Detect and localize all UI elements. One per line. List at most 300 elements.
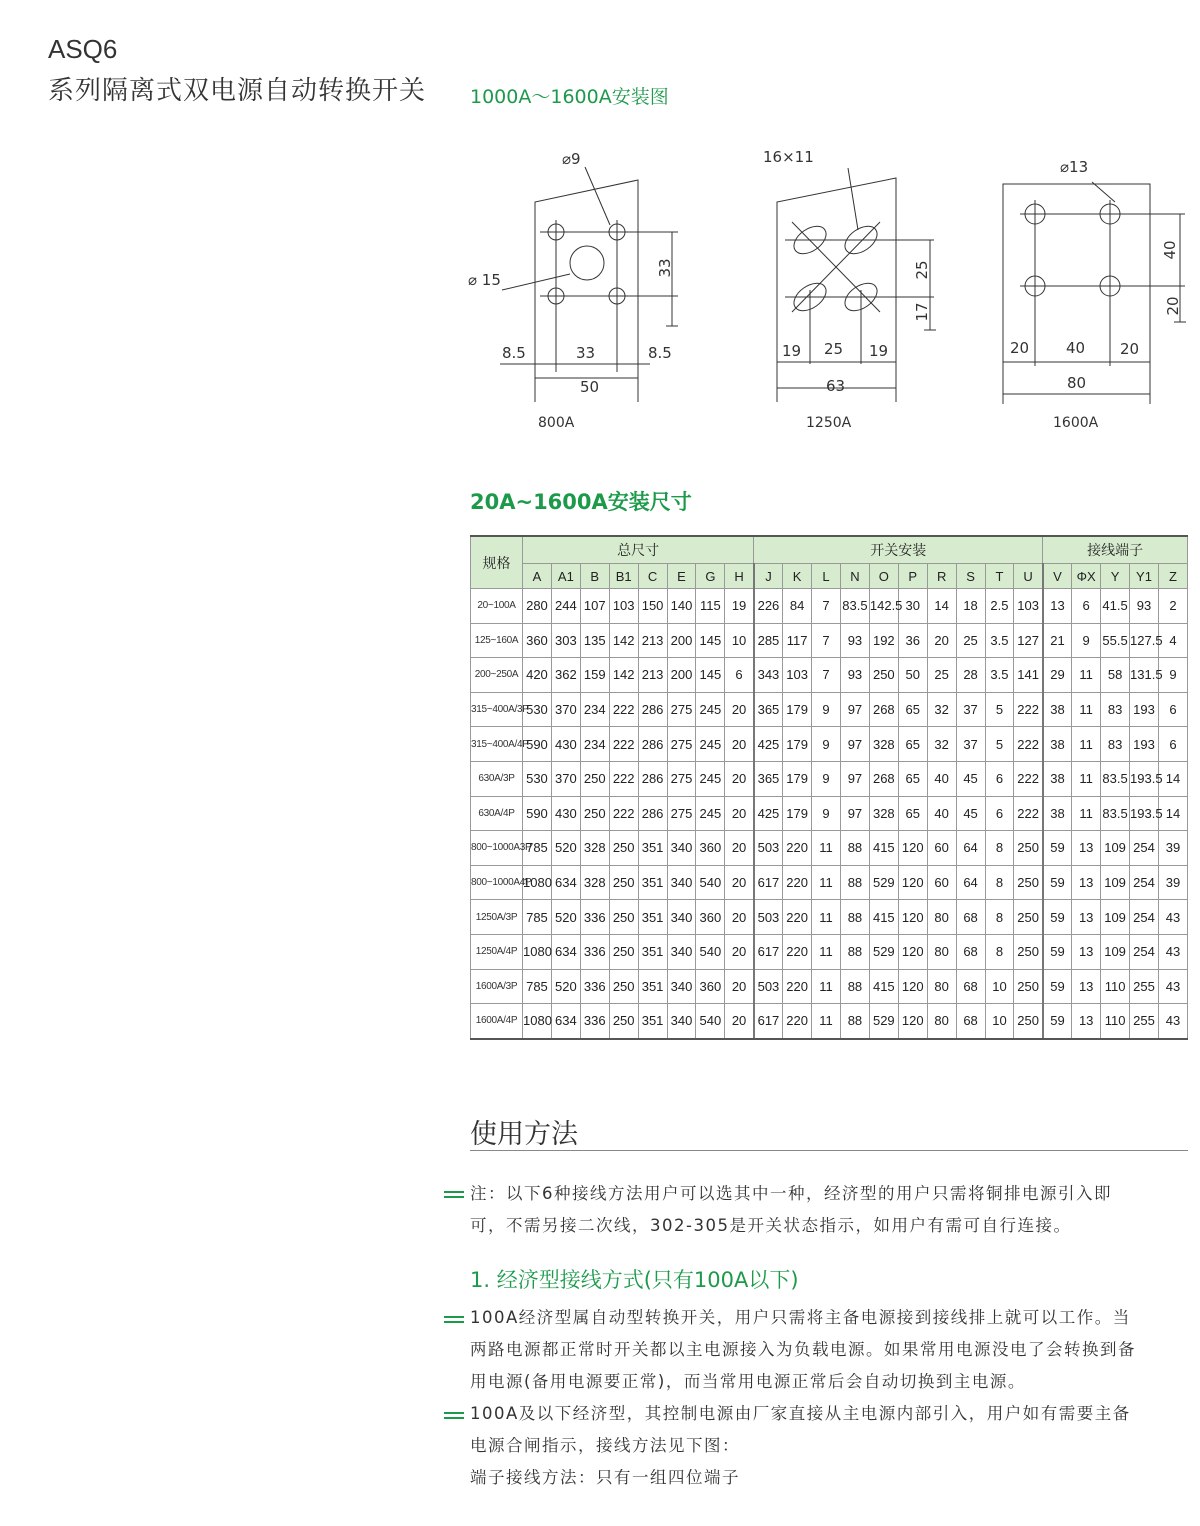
value-cell: 328 [869, 727, 898, 762]
value-cell: 340 [667, 900, 696, 935]
value-cell: 93 [1130, 589, 1159, 624]
spec-cell: 1250A/3P [471, 900, 523, 935]
value-cell: 20 [725, 831, 754, 866]
value-cell: 8 [985, 900, 1014, 935]
d1250-dim-right: 19 [869, 342, 889, 360]
value-cell: 303 [551, 623, 580, 658]
value-cell: 13 [1072, 900, 1101, 935]
column-header: J [754, 564, 783, 589]
usage-title: 使用方法 [470, 1119, 578, 1150]
column-header: G [696, 564, 725, 589]
page-title-model: ASQ6 [48, 34, 118, 64]
section-divider [470, 1150, 1188, 1151]
value-cell: 9 [812, 727, 841, 762]
d1600-dim-v2: 20 [1164, 296, 1182, 316]
value-cell: 430 [551, 796, 580, 831]
value-cell: 65 [898, 796, 927, 831]
column-header: E [667, 564, 696, 589]
value-cell: 60 [927, 831, 956, 866]
table-row [471, 1004, 1188, 1039]
value-cell: 340 [667, 1004, 696, 1039]
column-header: A [523, 564, 552, 589]
value-cell: 109 [1101, 831, 1130, 866]
spec-cell: 1600A/4P [471, 1004, 523, 1039]
value-cell: 59 [1043, 1004, 1072, 1039]
d800-dim-left: 8.5 [502, 344, 526, 362]
value-cell: 250 [1014, 934, 1043, 969]
value-cell: 59 [1043, 900, 1072, 935]
value-cell: 220 [783, 865, 812, 900]
value-cell: 420 [523, 658, 552, 693]
value-cell: 20 [725, 1004, 754, 1039]
value-cell: 131.5 [1130, 658, 1159, 693]
value-cell: 30 [898, 589, 927, 624]
value-cell: 617 [754, 934, 783, 969]
value-cell: 250 [1014, 1004, 1043, 1039]
column-header: V [1043, 564, 1072, 589]
table-row [471, 623, 1188, 658]
spec-cell: 200~250A [471, 658, 523, 693]
value-cell: 250 [1014, 969, 1043, 1004]
value-cell: 120 [898, 934, 927, 969]
column-header: T [985, 564, 1014, 589]
column-header: B [580, 564, 609, 589]
paragraph-line: 100A及以下经济型，其控制电源由厂家直接从主电源内部引入，用户如有需要主备 [470, 1404, 1131, 1423]
value-cell: 250 [1014, 900, 1043, 935]
table-row [471, 900, 1188, 935]
value-cell: 25 [956, 623, 985, 658]
d800-vertical-dim: 33 [656, 258, 674, 278]
value-cell: 110 [1101, 1004, 1130, 1039]
d800-hole-small: ⌀9 [562, 150, 581, 168]
value-cell: 634 [551, 1004, 580, 1039]
wiring-method-heading: 1. 经济型接线方式(只有100A以下) [470, 1268, 799, 1292]
value-cell: 55.5 [1101, 623, 1130, 658]
bullet-mark [444, 1191, 464, 1197]
value-cell: 107 [580, 589, 609, 624]
value-cell: 20 [725, 969, 754, 1004]
value-cell: 28 [956, 658, 985, 693]
column-header: N [840, 564, 869, 589]
value-cell: 336 [580, 1004, 609, 1039]
value-cell: 32 [927, 692, 956, 727]
paragraph-1 [470, 1302, 1190, 1398]
value-cell: 222 [1014, 727, 1043, 762]
value-cell: 40 [927, 796, 956, 831]
value-cell: 503 [754, 969, 783, 1004]
table-row [471, 865, 1188, 900]
value-cell: 9 [812, 796, 841, 831]
value-cell: 529 [869, 1004, 898, 1039]
column-header: R [927, 564, 956, 589]
diagram-1250a [777, 168, 936, 402]
column-header: P [898, 564, 927, 589]
value-cell: 13 [1072, 831, 1101, 866]
value-cell: 336 [580, 969, 609, 1004]
paragraph-line: 电源合闸指示，接线方法见下图： [470, 1436, 740, 1455]
value-cell: 529 [869, 865, 898, 900]
value-cell: 254 [1130, 831, 1159, 866]
value-cell: 20 [725, 865, 754, 900]
dimensions-table-heading: 20A~1600A安装尺寸 [470, 490, 692, 514]
value-cell: 141 [1014, 658, 1043, 693]
bullet-mark [444, 1316, 464, 1322]
value-cell: 43 [1158, 900, 1187, 935]
note-line: 可，不需另接二次线，302-305是开关状态指示，如用户有需可自行连接。 [470, 1216, 1072, 1235]
spec-cell: 315~400A/4P [471, 727, 523, 762]
value-cell: 255 [1130, 1004, 1159, 1039]
bullet-mark [444, 1412, 464, 1418]
value-cell: 425 [754, 727, 783, 762]
value-cell: 20 [927, 623, 956, 658]
value-cell: 103 [609, 589, 638, 624]
value-cell: 9 [812, 761, 841, 796]
value-cell: 120 [898, 900, 927, 935]
value-cell: 234 [580, 727, 609, 762]
table-row [471, 692, 1188, 727]
spec-cell: 800~1000A4P [471, 865, 523, 900]
value-cell: 7 [812, 623, 841, 658]
value-cell: 250 [609, 865, 638, 900]
value-cell: 351 [638, 969, 667, 1004]
group-header-terminal: 接线端子 [1043, 536, 1188, 564]
table-row [471, 969, 1188, 1004]
spec-cell: 315~400A/3P [471, 692, 523, 727]
value-cell: 4 [1158, 623, 1187, 658]
value-cell: 351 [638, 1004, 667, 1039]
value-cell: 10 [725, 623, 754, 658]
value-cell: 13 [1072, 934, 1101, 969]
column-header: Y1 [1130, 564, 1159, 589]
value-cell: 9 [1158, 658, 1187, 693]
paragraph-line: 端子接线方法：只有一组四位端子 [470, 1468, 740, 1487]
value-cell: 39 [1158, 865, 1187, 900]
value-cell: 64 [956, 831, 985, 866]
value-cell: 220 [783, 1004, 812, 1039]
value-cell: 250 [1014, 831, 1043, 866]
group-header-overall: 总尺寸 [523, 536, 754, 564]
value-cell: 37 [956, 692, 985, 727]
diagram-1600a [1003, 182, 1186, 404]
value-cell: 120 [898, 831, 927, 866]
value-cell: 110 [1101, 969, 1130, 1004]
value-cell: 6 [1158, 727, 1187, 762]
value-cell: 120 [898, 1004, 927, 1039]
d1250-dim-left: 19 [782, 342, 802, 360]
value-cell: 11 [1072, 727, 1101, 762]
value-cell: 83.5 [1101, 796, 1130, 831]
spec-cell: 125~160A [471, 623, 523, 658]
value-cell: 8 [985, 934, 1014, 969]
value-cell: 41.5 [1101, 589, 1130, 624]
value-cell: 351 [638, 900, 667, 935]
value-cell: 83.5 [840, 589, 869, 624]
dimensions-table [470, 535, 1188, 1040]
value-cell: 213 [638, 658, 667, 693]
value-cell: 192 [869, 623, 898, 658]
value-cell: 29 [1043, 658, 1072, 693]
column-header: L [812, 564, 841, 589]
value-cell: 193.5 [1130, 761, 1159, 796]
value-cell: 1080 [523, 1004, 552, 1039]
value-cell: 20 [725, 761, 754, 796]
value-cell: 785 [523, 969, 552, 1004]
value-cell: 103 [783, 658, 812, 693]
value-cell: 245 [696, 727, 725, 762]
value-cell: 120 [898, 865, 927, 900]
value-cell: 60 [927, 865, 956, 900]
value-cell: 285 [754, 623, 783, 658]
column-header: S [956, 564, 985, 589]
d1250-label: 1250A [806, 415, 852, 431]
d1600-dim-total: 80 [1067, 374, 1087, 392]
d800-hole-large: ⌀ 15 [468, 271, 501, 289]
value-cell: 179 [783, 796, 812, 831]
value-cell: 370 [551, 761, 580, 796]
value-cell: 336 [580, 934, 609, 969]
value-cell: 59 [1043, 969, 1072, 1004]
value-cell: 430 [551, 727, 580, 762]
value-cell: 250 [609, 969, 638, 1004]
column-header: Z [1158, 564, 1187, 589]
value-cell: 286 [638, 692, 667, 727]
value-cell: 7 [812, 589, 841, 624]
value-cell: 250 [580, 761, 609, 796]
value-cell: 254 [1130, 934, 1159, 969]
value-cell: 18 [956, 589, 985, 624]
value-cell: 10 [985, 1004, 1014, 1039]
value-cell: 617 [754, 865, 783, 900]
value-cell: 11 [1072, 658, 1101, 693]
value-cell: 145 [696, 658, 725, 693]
value-cell: 2 [1158, 589, 1187, 624]
value-cell: 97 [840, 692, 869, 727]
value-cell: 286 [638, 761, 667, 796]
value-cell: 222 [609, 727, 638, 762]
paragraph-2 [470, 1398, 1190, 1494]
value-cell: 503 [754, 900, 783, 935]
spec-header: 规格 [471, 536, 523, 589]
column-header: Y [1101, 564, 1130, 589]
value-cell: 43 [1158, 1004, 1187, 1039]
value-cell: 37 [956, 727, 985, 762]
value-cell: 80 [927, 969, 956, 1004]
value-cell: 11 [812, 969, 841, 1004]
value-cell: 275 [667, 692, 696, 727]
value-cell: 97 [840, 796, 869, 831]
value-cell: 222 [1014, 692, 1043, 727]
value-cell: 58 [1101, 658, 1130, 693]
value-cell: 45 [956, 796, 985, 831]
value-cell: 36 [898, 623, 927, 658]
value-cell: 10 [985, 969, 1014, 1004]
value-cell: 9 [1072, 623, 1101, 658]
column-header: B1 [609, 564, 638, 589]
value-cell: 360 [696, 831, 725, 866]
value-cell: 222 [609, 692, 638, 727]
value-cell: 88 [840, 969, 869, 1004]
value-cell: 425 [754, 796, 783, 831]
column-header: H [725, 564, 754, 589]
value-cell: 222 [1014, 796, 1043, 831]
column-header: C [638, 564, 667, 589]
value-cell: 275 [667, 761, 696, 796]
value-cell: 244 [551, 589, 580, 624]
value-cell: 351 [638, 865, 667, 900]
value-cell: 2.5 [985, 589, 1014, 624]
value-cell: 59 [1043, 934, 1072, 969]
value-cell: 220 [783, 900, 812, 935]
value-cell: 275 [667, 727, 696, 762]
value-cell: 268 [869, 761, 898, 796]
value-cell: 220 [783, 969, 812, 1004]
value-cell: 68 [956, 900, 985, 935]
value-cell: 254 [1130, 865, 1159, 900]
value-cell: 590 [523, 727, 552, 762]
value-cell: 530 [523, 692, 552, 727]
value-cell: 328 [580, 865, 609, 900]
value-cell: 97 [840, 727, 869, 762]
value-cell: 88 [840, 900, 869, 935]
column-header: K [783, 564, 812, 589]
value-cell: 286 [638, 796, 667, 831]
value-cell: 340 [667, 831, 696, 866]
value-cell: 120 [898, 969, 927, 1004]
value-cell: 6 [1072, 589, 1101, 624]
d1600-hole: ⌀13 [1060, 158, 1089, 176]
value-cell: 84 [783, 589, 812, 624]
value-cell: 222 [609, 761, 638, 796]
value-cell: 13 [1072, 969, 1101, 1004]
d1600-dim-left: 20 [1010, 339, 1030, 357]
value-cell: 150 [638, 589, 667, 624]
value-cell: 11 [1072, 761, 1101, 796]
d1250-dim-total: 63 [826, 377, 846, 395]
value-cell: 88 [840, 934, 869, 969]
value-cell: 68 [956, 934, 985, 969]
value-cell: 328 [869, 796, 898, 831]
table-row [471, 589, 1188, 624]
value-cell: 200 [667, 658, 696, 693]
value-cell: 103 [1014, 589, 1043, 624]
value-cell: 20 [725, 692, 754, 727]
value-cell: 68 [956, 969, 985, 1004]
value-cell: 88 [840, 1004, 869, 1039]
column-header: O [869, 564, 898, 589]
spec-cell: 1600A/3P [471, 969, 523, 1004]
value-cell: 1080 [523, 934, 552, 969]
value-cell: 43 [1158, 969, 1187, 1004]
value-cell: 19 [725, 589, 754, 624]
value-cell: 343 [754, 658, 783, 693]
value-cell: 45 [956, 761, 985, 796]
value-cell: 275 [667, 796, 696, 831]
value-cell: 83.5 [1101, 761, 1130, 796]
d1600-dim-right: 20 [1120, 340, 1140, 358]
value-cell: 529 [869, 934, 898, 969]
note-line: 注：以下6种接线方法用户可以选其中一种，经济型的用户只需将铜排电源引入即 [470, 1184, 1112, 1203]
value-cell: 179 [783, 727, 812, 762]
value-cell: 39 [1158, 831, 1187, 866]
value-cell: 193.5 [1130, 796, 1159, 831]
value-cell: 40 [927, 761, 956, 796]
value-cell: 234 [580, 692, 609, 727]
installation-drawing-heading: 1000A～1600A安装图 [470, 86, 669, 108]
value-cell: 135 [580, 623, 609, 658]
value-cell: 220 [783, 934, 812, 969]
value-cell: 5 [985, 692, 1014, 727]
value-cell: 14 [1158, 761, 1187, 796]
value-cell: 32 [927, 727, 956, 762]
value-cell: 351 [638, 831, 667, 866]
value-cell: 11 [812, 865, 841, 900]
value-cell: 65 [898, 692, 927, 727]
value-cell: 6 [985, 796, 1014, 831]
value-cell: 193 [1130, 727, 1159, 762]
spec-cell: 630A/4P [471, 796, 523, 831]
value-cell: 59 [1043, 865, 1072, 900]
value-cell: 80 [927, 900, 956, 935]
value-cell: 115 [696, 589, 725, 624]
value-cell: 340 [667, 865, 696, 900]
value-cell: 250 [609, 900, 638, 935]
d800-label: 800A [538, 415, 575, 431]
page-title: 系列隔离式双电源自动转换开关 [48, 76, 427, 106]
value-cell: 415 [869, 831, 898, 866]
value-cell: 540 [696, 934, 725, 969]
value-cell: 200 [667, 623, 696, 658]
value-cell: 6 [725, 658, 754, 693]
value-cell: 117 [783, 623, 812, 658]
d1250-dim-mid: 25 [824, 340, 844, 358]
value-cell: 142.5 [869, 589, 898, 624]
value-cell: 222 [1014, 761, 1043, 796]
value-cell: 21 [1043, 623, 1072, 658]
value-cell: 530 [523, 761, 552, 796]
value-cell: 213 [638, 623, 667, 658]
value-cell: 362 [551, 658, 580, 693]
value-cell: 38 [1043, 796, 1072, 831]
value-cell: 351 [638, 934, 667, 969]
d1600-label: 1600A [1053, 415, 1099, 431]
value-cell: 5 [985, 727, 1014, 762]
d800-dim-right: 8.5 [648, 344, 672, 362]
value-cell: 340 [667, 969, 696, 1004]
table-row [471, 727, 1188, 762]
table-row [471, 796, 1188, 831]
value-cell: 360 [696, 969, 725, 1004]
value-cell: 109 [1101, 865, 1130, 900]
value-cell: 336 [580, 900, 609, 935]
value-cell: 142 [609, 658, 638, 693]
value-cell: 785 [523, 831, 552, 866]
value-cell: 159 [580, 658, 609, 693]
value-cell: 13 [1043, 589, 1072, 624]
value-cell: 540 [696, 1004, 725, 1039]
value-cell: 80 [927, 1004, 956, 1039]
paragraph-line: 用电源(备用电源要正常)，而当常用电源正常后会自动切换到主电源。 [470, 1372, 1026, 1391]
spec-cell: 630A/3P [471, 761, 523, 796]
value-cell: 97 [840, 761, 869, 796]
spec-cell: 1250A/4P [471, 934, 523, 969]
value-cell: 20 [725, 934, 754, 969]
installation-diagrams [440, 140, 1200, 440]
value-cell: 360 [696, 900, 725, 935]
value-cell: 245 [696, 796, 725, 831]
value-cell: 25 [927, 658, 956, 693]
value-cell: 43 [1158, 934, 1187, 969]
value-cell: 20 [725, 900, 754, 935]
